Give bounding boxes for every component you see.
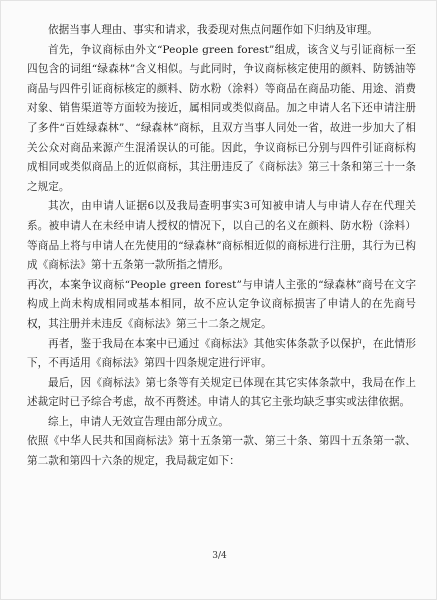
page-body bbox=[27, 21, 416, 472]
paragraph-intro: 依据当事人理由、事实和请求，我委现对焦点问题作如下归纳及审理。 bbox=[48, 24, 378, 36]
paragraph-third-point: 再次，本案争议商标“People green forest”与申请人主张的“绿森林”商号在文字构成上尚未构成相同或基本相同，故不应认定争议商标损害了申请人的在先商号权，其注册并未违反《商标法》第三十二条之规定。 bbox=[27, 278, 416, 330]
paragraph-ruling-basis: 依照《中华人民共和国商标法》第十五条第一款、第三十条、第四十五条第一款、第二款和第四十六条的规定，我局裁定如下： bbox=[27, 435, 416, 468]
paragraph-first-point: 首先，争议商标由外文“People green forest”组成，该含义与引证商标一至四包含的词组“绿森林”含义相似。与此同时，争议商标核定使用的颜料、防锈油等商品与四件引证商标核定的颜料、防水粉（涂料）等商品在商品功能、用途、消费对象、销售渠道等方面较为接近，属相同或类似商品。加之申请人名下还申请注册了多件“百姓绿森林”、“绿森林”商标，且双方当事人同处一省，故进一步加大了相关公众对商品来源产生混淆误认的可能。因此，争议商标已分别与四件引证商标构成相同或类似商品上的近似商标，其注册违反了《商标法》第三十条和第三十一条之规定。 bbox=[27, 43, 416, 193]
paragraph-summary: 综上，申请人无效宣告理由部分成立。 bbox=[48, 415, 229, 428]
page-number: 3/4 bbox=[212, 551, 227, 561]
paragraph-second-point: 其次，由申请人证据6以及我局查明事实3可知被申请人与申请人存在代理关系。被申请人在未经申请人授权的情况下，以自己的名义在颜料、防水粉（涂料）等商品上将与申请人在先使用的“绿森林”商标相近似的商标进行注册，其行为已构成《商标法》第十五条第一款所指之情形。 bbox=[27, 200, 416, 272]
paragraph-fourth-point: 再者，鉴于我局在本案中已通过《商标法》其他实体条款予以保护，在此情形下，不再适用《商标法》第四十四条规定进行评审。 bbox=[27, 337, 416, 370]
paragraph-fifth-point: 最后，因《商标法》第七条等有关规定已体现在其它实体条款中，我局在作上述裁定时已予综合考虑，故不再赘述。申请人的其它主张均缺乏事实或法律依据。 bbox=[27, 376, 416, 409]
